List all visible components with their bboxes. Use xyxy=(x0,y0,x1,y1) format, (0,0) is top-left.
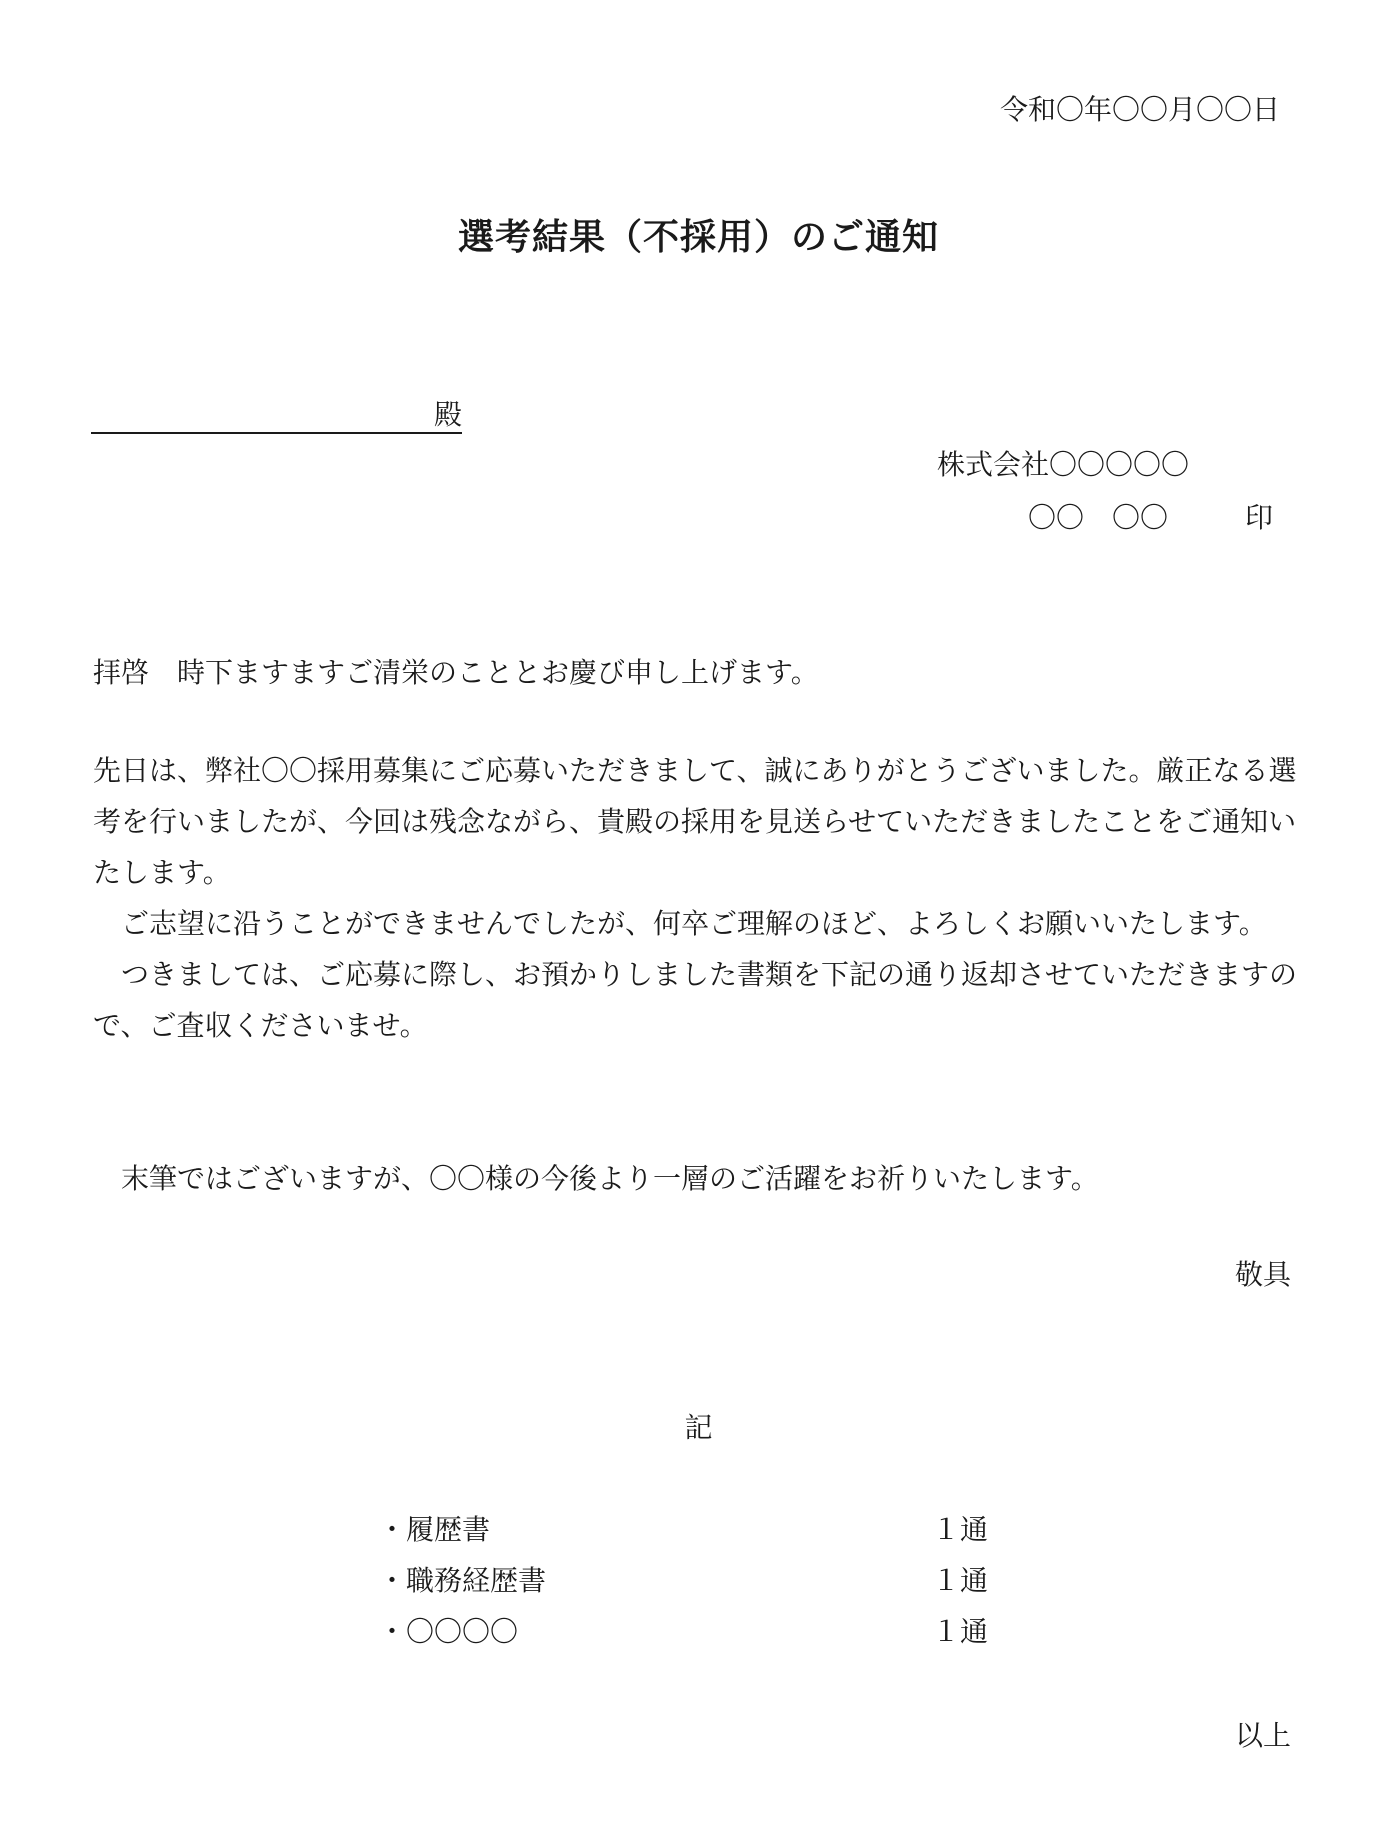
closing-keigu: 敬具 xyxy=(1234,1258,1291,1291)
body-paragraph: 先日は、弊社〇〇採用募集にご応募いただきまして、誠にありがとうございました。厳正なる選考を行いましたが、今回は残念ながら、貴殿の採用を見送らせていただきましたことをご通知いたします。 xyxy=(93,754,1297,889)
addressee-suffix: 殿 xyxy=(433,398,462,431)
list-item xyxy=(378,1614,998,1665)
item-quantity: １通 xyxy=(932,1513,989,1546)
closing-line: 末筆ではございますが、〇〇様の今後より一層のご活躍をお祈りいたします。 xyxy=(93,1162,1099,1195)
list-item xyxy=(378,1512,998,1563)
greeting: 拝啓 時下ますますご清栄のこととお慶び申し上げます。 xyxy=(93,656,819,689)
item-quantity: １通 xyxy=(932,1564,989,1597)
document-date: 令和〇年〇〇月〇〇日 xyxy=(999,93,1280,126)
document-title: 選考結果（不採用）のご通知 xyxy=(457,217,939,258)
body-paragraph: ご志望に沿うことができませんでしたが、何卒ご理解のほど、よろしくお願いいたします。 xyxy=(93,907,1267,940)
list-item xyxy=(378,1563,998,1614)
item-quantity: １通 xyxy=(932,1615,989,1648)
item-name: ・職務経歴書 xyxy=(378,1564,547,1597)
ki-heading: 記 xyxy=(684,1411,713,1444)
item-name: ・〇〇〇〇 xyxy=(378,1615,519,1648)
returned-items-list xyxy=(378,1512,998,1665)
main-body xyxy=(93,745,1303,1051)
closing-ijo: 以上 xyxy=(1234,1719,1291,1752)
seal-mark: 印 xyxy=(1245,501,1274,534)
addressee-line xyxy=(91,398,462,434)
sender-company: 株式会社〇〇〇〇〇 xyxy=(937,448,1190,481)
sender-person: 〇〇 〇〇 xyxy=(1028,501,1169,534)
item-name: ・履歴書 xyxy=(378,1513,491,1546)
body-paragraph: つきましては、ご応募に際し、お預かりしました書類を下記の通り返却させていただきますので、ご査収くださいませ。 xyxy=(93,958,1298,1042)
